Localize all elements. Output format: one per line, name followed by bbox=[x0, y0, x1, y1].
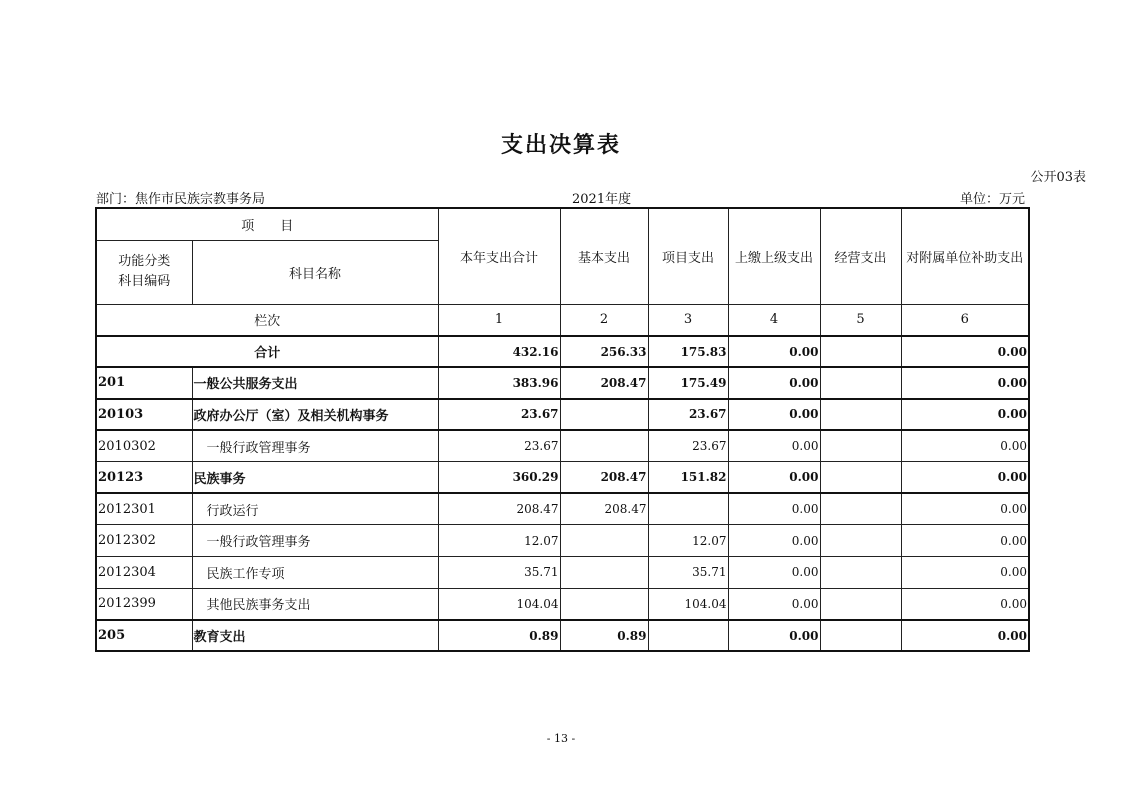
value-cell bbox=[820, 493, 901, 525]
value-cell: 0.00 bbox=[901, 525, 1029, 557]
subject-name-cell: 教育支出 bbox=[192, 620, 438, 652]
value-cell bbox=[820, 620, 901, 652]
header-func-code-line2: 科目编码 bbox=[118, 274, 171, 289]
value-cell: 0.00 bbox=[728, 493, 820, 525]
value-cell bbox=[560, 399, 648, 431]
value-cell bbox=[560, 557, 648, 589]
value-cell: 0.00 bbox=[728, 620, 820, 652]
func-code-cell: 20123 bbox=[96, 462, 192, 494]
page-title: 支出决算表 bbox=[500, 133, 621, 158]
row-label: 栏次 bbox=[96, 304, 438, 336]
table-row bbox=[96, 367, 1029, 399]
header-func-code bbox=[96, 240, 192, 304]
header-func-code-line1: 功能分类 bbox=[118, 254, 171, 269]
value-cell bbox=[560, 588, 648, 620]
value-cell bbox=[560, 430, 648, 462]
table-row bbox=[96, 620, 1029, 652]
func-code-cell: 2012302 bbox=[96, 525, 192, 557]
total-cell: 432.16 bbox=[438, 336, 560, 367]
header-item: 项 目 bbox=[96, 208, 438, 240]
value-cell: 12.07 bbox=[648, 525, 728, 557]
value-cell: 23.67 bbox=[648, 399, 728, 431]
header-subject-name: 科目名称 bbox=[192, 240, 438, 304]
table-row bbox=[96, 462, 1029, 494]
value-cell: 0.00 bbox=[901, 430, 1029, 462]
total-cell bbox=[820, 336, 901, 367]
table-row bbox=[96, 525, 1029, 557]
value-cell: 0.00 bbox=[728, 430, 820, 462]
func-code-cell: 2010302 bbox=[96, 430, 192, 462]
table-row bbox=[96, 588, 1029, 620]
value-cell bbox=[820, 399, 901, 431]
subject-name-cell: 一般公共服务支出 bbox=[192, 367, 438, 399]
header-col-basic: 基本支出 bbox=[560, 208, 648, 304]
subject-name-cell: 民族事务 bbox=[192, 462, 438, 494]
value-cell: 0.00 bbox=[728, 525, 820, 557]
value-cell: 208.47 bbox=[560, 493, 648, 525]
value-cell: 35.71 bbox=[648, 557, 728, 589]
value-cell: 0.89 bbox=[560, 620, 648, 652]
func-code-cell: 201 bbox=[96, 367, 192, 399]
value-cell: 0.00 bbox=[728, 588, 820, 620]
func-code-cell: 2012399 bbox=[96, 588, 192, 620]
table-row bbox=[96, 399, 1029, 431]
value-cell: 0.00 bbox=[901, 462, 1029, 494]
value-cell: 0.00 bbox=[901, 557, 1029, 589]
value-cell: 0.00 bbox=[728, 557, 820, 589]
value-cell bbox=[648, 493, 728, 525]
value-cell bbox=[820, 430, 901, 462]
table-row bbox=[96, 493, 1029, 525]
value-cell: 0.00 bbox=[901, 620, 1029, 652]
unit-label: 单位：万元 bbox=[960, 192, 1026, 207]
value-cell: 0.00 bbox=[901, 493, 1029, 525]
subject-name-cell: 政府办公厅（室）及相关机构事务 bbox=[192, 399, 438, 431]
value-cell: 0.00 bbox=[728, 367, 820, 399]
func-code-cell: 205 bbox=[96, 620, 192, 652]
value-cell bbox=[820, 462, 901, 494]
value-cell: 12.07 bbox=[438, 525, 560, 557]
value-cell: 0.00 bbox=[901, 367, 1029, 399]
total-label: 合计 bbox=[96, 336, 438, 367]
value-cell: 383.96 bbox=[438, 367, 560, 399]
expenditure-table bbox=[95, 207, 1030, 652]
page-number: - 13 - bbox=[546, 732, 576, 745]
value-cell bbox=[820, 525, 901, 557]
subject-name-cell: 一般行政管理事务 bbox=[192, 430, 438, 462]
value-cell bbox=[648, 620, 728, 652]
subject-name-cell: 其他民族事务支出 bbox=[192, 588, 438, 620]
total-cell: 175.83 bbox=[648, 336, 728, 367]
value-cell bbox=[820, 588, 901, 620]
subject-name-cell: 一般行政管理事务 bbox=[192, 525, 438, 557]
header-col-subsidy: 对附属单位补助支出 bbox=[901, 208, 1029, 304]
func-code-cell: 20103 bbox=[96, 399, 192, 431]
value-cell: 104.04 bbox=[648, 588, 728, 620]
value-cell: 0.89 bbox=[438, 620, 560, 652]
value-cell: 151.82 bbox=[648, 462, 728, 494]
header-col-business: 经营支出 bbox=[820, 208, 901, 304]
value-cell bbox=[820, 557, 901, 589]
value-cell: 35.71 bbox=[438, 557, 560, 589]
value-cell: 0.00 bbox=[728, 462, 820, 494]
col-number: 5 bbox=[820, 304, 901, 336]
col-number: 3 bbox=[648, 304, 728, 336]
value-cell: 23.67 bbox=[438, 430, 560, 462]
col-number: 2 bbox=[560, 304, 648, 336]
value-cell: 0.00 bbox=[901, 588, 1029, 620]
value-cell: 23.67 bbox=[438, 399, 560, 431]
value-cell: 208.47 bbox=[560, 367, 648, 399]
value-cell: 175.49 bbox=[648, 367, 728, 399]
value-cell: 360.29 bbox=[438, 462, 560, 494]
value-cell: 104.04 bbox=[438, 588, 560, 620]
form-number: 公开03表 bbox=[1030, 170, 1086, 185]
col-number: 4 bbox=[728, 304, 820, 336]
header-col-total: 本年支出合计 bbox=[438, 208, 560, 304]
subject-name-cell: 行政运行 bbox=[192, 493, 438, 525]
subject-name-cell: 民族工作专项 bbox=[192, 557, 438, 589]
header-col-project: 项目支出 bbox=[648, 208, 728, 304]
total-row bbox=[96, 336, 1029, 367]
value-cell: 0.00 bbox=[728, 399, 820, 431]
value-cell bbox=[820, 367, 901, 399]
header-col-upper: 上缴上级支出 bbox=[728, 208, 820, 304]
year-label: 2021年度 bbox=[572, 192, 632, 207]
value-cell: 23.67 bbox=[648, 430, 728, 462]
table-row bbox=[96, 430, 1029, 462]
value-cell: 0.00 bbox=[901, 399, 1029, 431]
total-cell: 0.00 bbox=[901, 336, 1029, 367]
total-cell: 256.33 bbox=[560, 336, 648, 367]
col-number: 1 bbox=[438, 304, 560, 336]
func-code-cell: 2012304 bbox=[96, 557, 192, 589]
value-cell: 208.47 bbox=[560, 462, 648, 494]
table-row bbox=[96, 557, 1029, 589]
value-cell: 208.47 bbox=[438, 493, 560, 525]
col-number: 6 bbox=[901, 304, 1029, 336]
total-cell: 0.00 bbox=[728, 336, 820, 367]
department-label: 部门：焦作市民族宗教事务局 bbox=[96, 192, 266, 207]
func-code-cell: 2012301 bbox=[96, 493, 192, 525]
value-cell bbox=[560, 525, 648, 557]
